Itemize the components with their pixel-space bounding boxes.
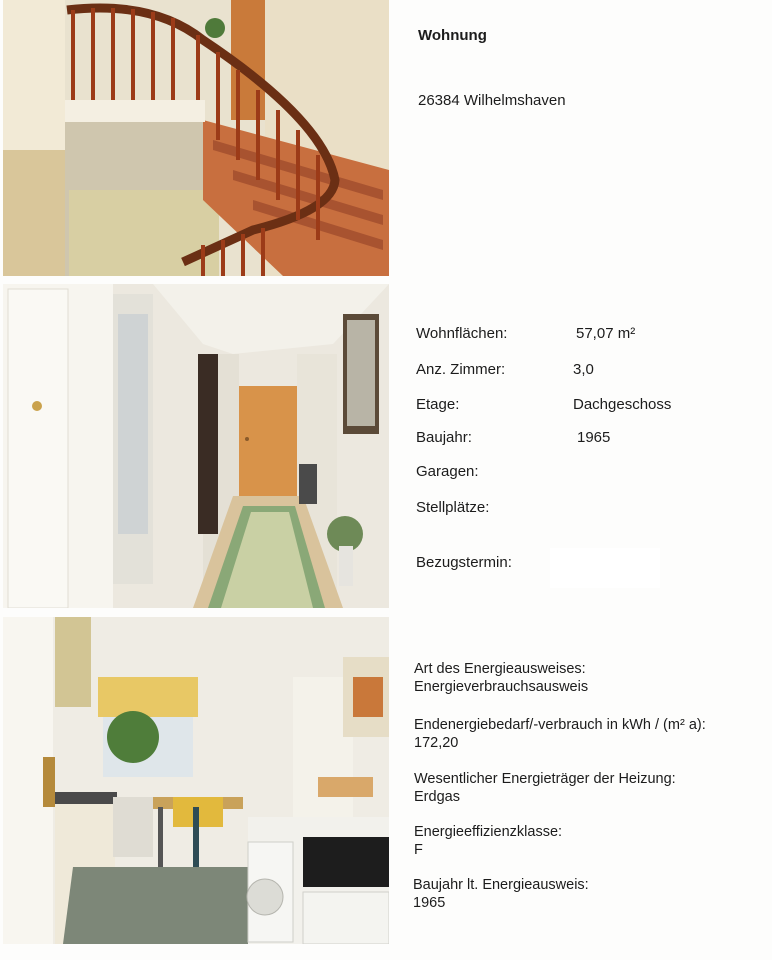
energy-consumption-label: Endenergiebedarf/-verbrauch in kWh / (m² a): [414, 717, 706, 733]
energy-cert-year-label: Baujahr lt. Energieausweis: [413, 877, 589, 893]
redacted-area [550, 548, 660, 588]
energy-cert-type-value: Energieverbrauchsausweis [414, 679, 589, 695]
fact-label-etage: Etage: [416, 396, 460, 413]
location: 26384 Wilhelmshaven [418, 92, 566, 109]
fact-label-wohnflaeche: Wohnflächen: [416, 325, 508, 342]
fact-value-baujahr: 1965 [577, 429, 611, 446]
stairwell-photo [3, 0, 389, 276]
energy-class-value: F [414, 842, 423, 858]
fact-label-zimmer: Anz. Zimmer: [416, 361, 506, 378]
fact-label-stellplaetze: Stellplätze: [416, 499, 490, 516]
energy-class-label: Energieeffizienzklasse: [414, 824, 563, 840]
fact-label-garagen: Garagen: [416, 463, 479, 480]
energy-source-value: Erdgas [414, 789, 460, 805]
energy-source [414, 770, 676, 806]
kitchen-photo [3, 617, 389, 944]
energy-consumption [414, 716, 706, 752]
listing-type: Wohnung [418, 27, 487, 44]
fact-value-zimmer: 3,0 [573, 361, 594, 378]
hallway-photo [3, 284, 389, 608]
energy-cert-year [413, 876, 589, 912]
energy-source-label: Wesentlicher Energieträger der Heizung: [414, 771, 676, 787]
energy-cert-type [414, 660, 588, 696]
energy-cert-type-label: Art des Energieausweises: [414, 661, 586, 677]
fact-value-wohnflaeche: 57,07 m² [576, 325, 636, 342]
energy-consumption-value: 172,20 [414, 735, 459, 751]
fact-value-etage: Dachgeschoss [573, 396, 672, 413]
energy-cert-year-value: 1965 [413, 895, 446, 911]
energy-class [414, 823, 562, 859]
fact-label-baujahr: Baujahr: [416, 429, 472, 446]
fact-label-bezugstermin: Bezugstermin: [416, 554, 512, 571]
